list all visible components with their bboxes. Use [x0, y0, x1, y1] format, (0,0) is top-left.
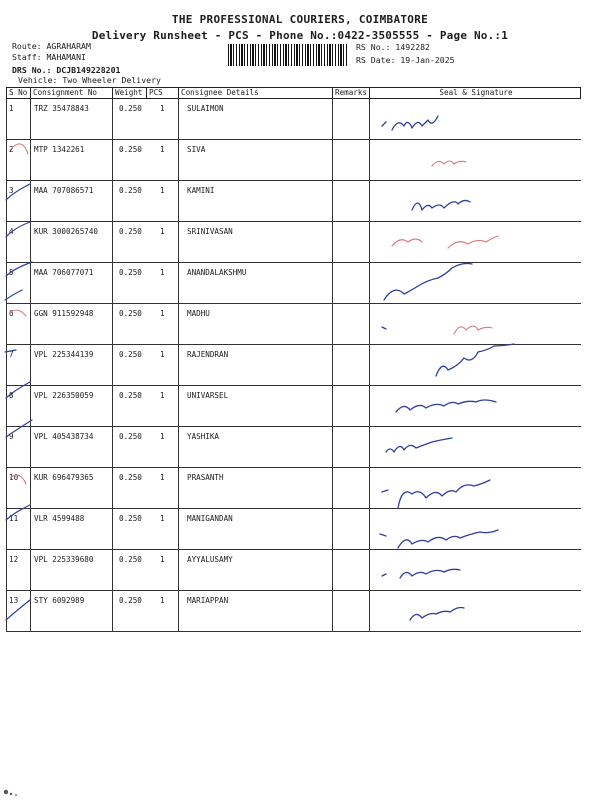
cell-pcs: 1 — [147, 181, 179, 222]
cell-sno: 4 — [7, 222, 31, 263]
col-sno: S No — [7, 88, 31, 99]
cell-remarks — [333, 427, 370, 468]
cell-remarks — [333, 140, 370, 181]
cell-weight: 0.250 — [113, 263, 147, 304]
cell-consignment: VPL 225344139 — [31, 345, 113, 386]
cell-signature — [370, 427, 581, 468]
cell-weight: 0.250 — [113, 427, 147, 468]
cell-pcs: 1 — [147, 99, 179, 140]
rs-date: RS Date: 19-Jan-2025 — [356, 55, 455, 65]
scan-speck — [4, 790, 17, 796]
cell-signature — [370, 386, 581, 427]
cell-remarks — [333, 468, 370, 509]
vehicle-label: Vehicle: Two Wheeler Delivery — [18, 75, 161, 85]
cell-pcs: 1 — [147, 140, 179, 181]
cell-remarks — [333, 222, 370, 263]
table-row — [7, 427, 581, 468]
runsheet-subtitle: Delivery Runsheet - PCS - Phone No.:0422-3505555 - Page No.:1 — [91, 29, 509, 42]
cell-remarks — [333, 263, 370, 304]
cell-pcs: 1 — [147, 591, 179, 632]
cell-consignee: SIVA — [179, 140, 333, 181]
table-row — [7, 222, 581, 263]
cell-consignment: MTP 1342261 — [31, 140, 113, 181]
table-row — [7, 509, 581, 550]
cell-pcs: 1 — [147, 304, 179, 345]
cell-consignment: MAA 706077071 — [31, 263, 113, 304]
company-title: THE PROFESSIONAL COURIERS, COIMBATORE — [171, 13, 429, 26]
cell-remarks — [333, 181, 370, 222]
cell-sno: 11 — [7, 509, 31, 550]
table-row — [7, 304, 581, 345]
cell-remarks — [333, 509, 370, 550]
table-header-row — [7, 88, 581, 99]
cell-sno: 10 — [7, 468, 31, 509]
cell-pcs: 1 — [147, 222, 179, 263]
cell-consignee: SULAIMON — [179, 99, 333, 140]
cell-signature — [370, 140, 581, 181]
cell-consignment: VPL 225339680 — [31, 550, 113, 591]
col-consignment: Consignment No — [31, 88, 113, 99]
cell-consignment: VLR 4599488 — [31, 509, 113, 550]
col-pcs: PCS — [147, 88, 179, 99]
cell-consignment: VPL 405438734 — [31, 427, 113, 468]
cell-sno: 6 — [7, 304, 31, 345]
table-row — [7, 181, 581, 222]
cell-weight: 0.250 — [113, 304, 147, 345]
route-label: Route: AGRAHARAM — [12, 41, 91, 51]
cell-consignee: MADHU — [179, 304, 333, 345]
cell-weight: 0.250 — [113, 386, 147, 427]
cell-weight: 0.250 — [113, 509, 147, 550]
table-row — [7, 550, 581, 591]
cell-consignee: YASHIKA — [179, 427, 333, 468]
cell-signature — [370, 468, 581, 509]
cell-pcs: 1 — [147, 386, 179, 427]
cell-consignment: MAA 707086571 — [31, 181, 113, 222]
cell-signature — [370, 181, 581, 222]
cell-sno: 1 — [7, 99, 31, 140]
cell-weight: 0.250 — [113, 591, 147, 632]
cell-consignment: GGN 911592948 — [31, 304, 113, 345]
cell-weight: 0.250 — [113, 99, 147, 140]
cell-weight: 0.250 — [113, 345, 147, 386]
cell-consignee: PRASANTH — [179, 468, 333, 509]
cell-sno: 7 — [7, 345, 31, 386]
cell-consignee: KAMINI — [179, 181, 333, 222]
cell-consignee: SRINIVASAN — [179, 222, 333, 263]
cell-signature — [370, 345, 581, 386]
cell-consignment: KUR 696479365 — [31, 468, 113, 509]
drs-number: DRS No.: DCJB149228201 — [12, 65, 121, 75]
cell-sno: 2 — [7, 140, 31, 181]
cell-signature — [370, 509, 581, 550]
cell-pcs: 1 — [147, 427, 179, 468]
cell-consignee: MANIGANDAN — [179, 509, 333, 550]
col-signature: Seal & Signature — [370, 88, 581, 99]
table-row — [7, 386, 581, 427]
cell-consignee: MARIAPPAN — [179, 591, 333, 632]
cell-sno: 13 — [7, 591, 31, 632]
cell-signature — [370, 591, 581, 632]
col-consignee: Consignee Details — [179, 88, 333, 99]
cell-sno: 9 — [7, 427, 31, 468]
cell-remarks — [333, 304, 370, 345]
cell-remarks — [333, 345, 370, 386]
cell-pcs: 1 — [147, 345, 179, 386]
cell-weight: 0.250 — [113, 181, 147, 222]
table-row — [7, 345, 581, 386]
col-weight: Weight — [113, 88, 147, 99]
cell-weight: 0.250 — [113, 140, 147, 181]
cell-remarks — [333, 591, 370, 632]
cell-consignment: STY 6092989 — [31, 591, 113, 632]
cell-consignee: UNIVARSEL — [179, 386, 333, 427]
cell-sno: 8 — [7, 386, 31, 427]
cell-signature — [370, 550, 581, 591]
col-remarks: Remarks — [333, 88, 370, 99]
cell-remarks — [333, 550, 370, 591]
staff-label: Staff: MAHAMANI — [12, 52, 86, 62]
cell-consignee: RAJENDRAN — [179, 345, 333, 386]
cell-consignment: VPL 226350059 — [31, 386, 113, 427]
cell-remarks — [333, 386, 370, 427]
barcode — [228, 44, 348, 66]
cell-sno: 3 — [7, 181, 31, 222]
cell-consignment: TRZ 35478843 — [31, 99, 113, 140]
cell-pcs: 1 — [147, 263, 179, 304]
cell-weight: 0.250 — [113, 550, 147, 591]
cell-signature — [370, 263, 581, 304]
cell-signature — [370, 222, 581, 263]
rs-number: RS No.: 1492282 — [356, 42, 430, 52]
cell-sno: 12 — [7, 550, 31, 591]
table-row — [7, 99, 581, 140]
cell-sno: 5 — [7, 263, 31, 304]
runsheet-table — [6, 87, 581, 632]
table-row — [7, 140, 581, 181]
cell-pcs: 1 — [147, 509, 179, 550]
cell-pcs: 1 — [147, 468, 179, 509]
cell-signature — [370, 99, 581, 140]
table-row — [7, 591, 581, 632]
table-row — [7, 263, 581, 304]
cell-consignee: AYYALUSAMY — [179, 550, 333, 591]
cell-weight: 0.250 — [113, 468, 147, 509]
table-row — [7, 468, 581, 509]
cell-pcs: 1 — [147, 550, 179, 591]
cell-consignee: ANANDALAKSHMU — [179, 263, 333, 304]
cell-consignment: KUR 3000265740 — [31, 222, 113, 263]
cell-weight: 0.250 — [113, 222, 147, 263]
cell-signature — [370, 304, 581, 345]
cell-remarks — [333, 99, 370, 140]
